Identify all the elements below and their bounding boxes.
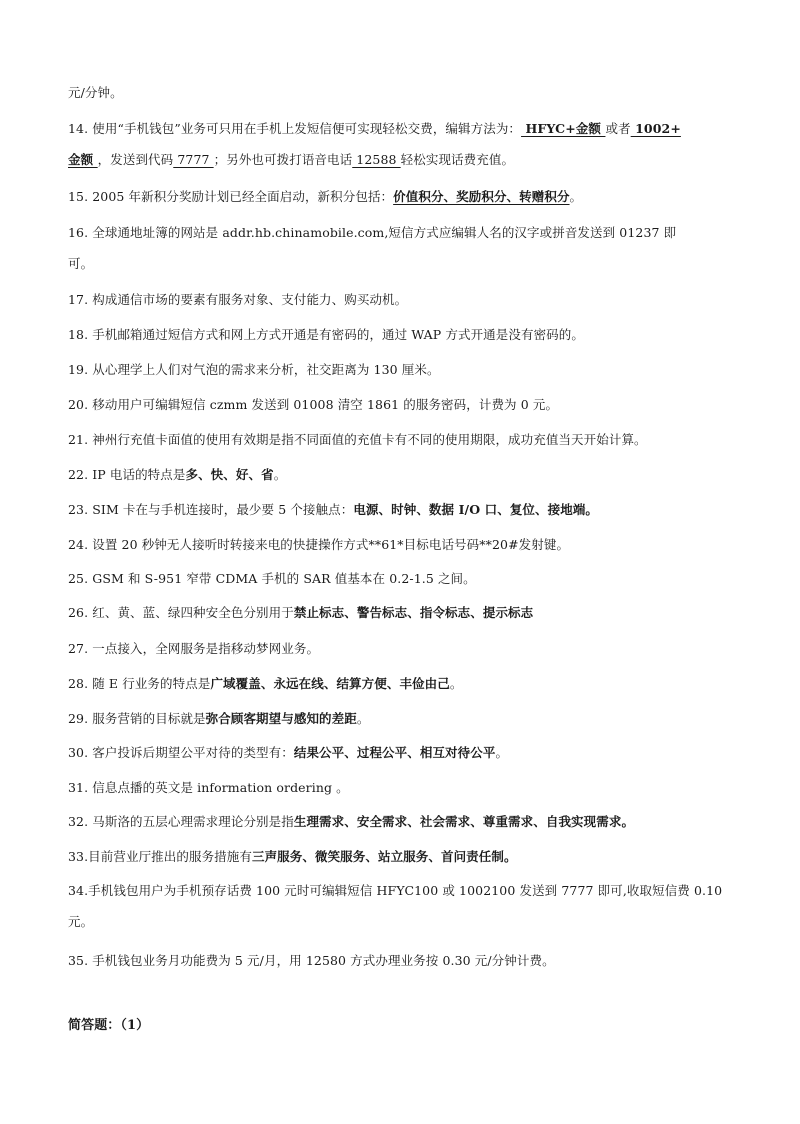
text-segment: 23. SIM 卡在与手机连接时，最少要 5 个接触点： bbox=[68, 502, 354, 517]
text-line-l34a bbox=[68, 882, 738, 900]
emphasis-text: 多、快、好、省 bbox=[185, 467, 274, 482]
text-segment: 或者 bbox=[605, 121, 631, 136]
text-segment: 元/分钟。 bbox=[68, 85, 123, 100]
text-line-l23 bbox=[68, 501, 738, 519]
text-segment: 21. 神州行充值卡面值的使用有效期是指不同面值的充值卡有不同的使用期限，成功充值当天开始计算。 bbox=[68, 432, 647, 447]
emphasis-text: 金额 bbox=[68, 152, 98, 167]
text-segment: 35. 手机钱包业务月功能费为 5 元/月，用 12580 方式办理业务按 0.30 元/分钟计费。 bbox=[68, 953, 555, 968]
text-segment: 17. 构成通信市场的要素有服务对象、支付能力、购买动机。 bbox=[68, 292, 408, 307]
text-line-l33 bbox=[68, 848, 738, 866]
text-segment: ，发送到代码 bbox=[97, 152, 174, 167]
emphasis-text: 12588 bbox=[352, 152, 401, 167]
text-segment: 34.手机钱包用户为手机预存话费 100 元时可编辑短信 HFYC100 或 1002100 发送到 7777 即可,收取短信费 0.10 bbox=[68, 883, 723, 898]
text-segment: 可。 bbox=[68, 256, 94, 271]
text-line-l32 bbox=[68, 813, 738, 831]
emphasis-text: 价值积分、奖励积分、转赠积分 bbox=[393, 189, 570, 204]
text-segment: 。 bbox=[569, 189, 583, 204]
text-segment: 。 bbox=[356, 711, 370, 726]
text-segment: 31. 信息点播的英文是 information ordering 。 bbox=[68, 780, 349, 795]
emphasis-text: 电源、时钟、数据 I/O 口、复位、接地端。 bbox=[353, 502, 599, 517]
emphasis-text: 禁止标志、警告标志、指令标志、提示标志 bbox=[293, 605, 534, 620]
text-segment: 28. 随 E 行业务的特点是 bbox=[68, 676, 211, 691]
text-segment: 14. 使用“手机钱包”业务可只用在手机上发短信便可实现轻松交费，编辑方法为： bbox=[68, 121, 522, 136]
text-line-l28 bbox=[68, 675, 738, 693]
text-segment: 20. 移动用户可编辑短信 czmm 发送到 01008 清空 1861 的服务密码，计费为 0 元。 bbox=[68, 397, 559, 412]
text-line-l21 bbox=[68, 431, 738, 449]
text-segment: 。 bbox=[495, 745, 509, 760]
text-segment: 16. 全球通地址簿的网站是 addr.hb.chinamobile.com,短信方式应编辑人名的汉字或拼音发送到 01237 即 bbox=[68, 225, 677, 240]
emphasis-text: HFYC+金额 bbox=[521, 121, 606, 136]
emphasis-text: 结果公平、过程公平、相互对待公平 bbox=[293, 745, 496, 760]
text-segment: 元。 bbox=[68, 914, 94, 929]
text-line-l30 bbox=[68, 744, 738, 762]
text-line-l14a bbox=[68, 120, 738, 138]
text-line-l14b bbox=[68, 151, 738, 169]
emphasis-text: 7777 bbox=[173, 152, 214, 167]
text-segment: 26. 红、黄、蓝、绿四种安全色分别用于 bbox=[68, 605, 294, 620]
text-line-l16a bbox=[68, 224, 738, 242]
section-heading: 简答题：（1） bbox=[68, 1018, 150, 1033]
text-line-l17 bbox=[68, 291, 738, 309]
text-segment: 27. 一点接入，全网服务是指移动梦网业务。 bbox=[68, 641, 320, 656]
text-line-l22 bbox=[68, 466, 738, 484]
text-segment: 15. 2005 年新积分奖励计划已经全面启动，新积分包括： bbox=[68, 189, 394, 204]
text-segment: 19. 从心理学上人们对气泡的需求来分析，社交距离为 130 厘米。 bbox=[68, 362, 440, 377]
text-segment: 18. 手机邮箱通过短信方式和网上方式开通是有密码的，通过 WAP 方式开通是没有密码的。 bbox=[68, 327, 584, 342]
text-line-l24 bbox=[68, 536, 738, 554]
text-segment: 29. 服务营销的目标就是 bbox=[68, 711, 206, 726]
text-segment: 轻松实现话费充值。 bbox=[400, 152, 515, 167]
text-segment: 33.目前营业厅推出的服务措施有 bbox=[68, 849, 252, 864]
text-line-l20 bbox=[68, 396, 738, 414]
text-line-l15 bbox=[68, 188, 738, 206]
text-segment: 。 bbox=[273, 467, 287, 482]
emphasis-text: 三声服务、微笑服务、站立服务、首问责任制。 bbox=[251, 849, 517, 864]
emphasis-text: 广域覆盖、永远在线、结算方便、丰俭由己 bbox=[210, 676, 450, 691]
text-line-l19 bbox=[68, 361, 738, 379]
text-line-l26 bbox=[68, 604, 738, 622]
text-segment: 22. IP 电话的特点是 bbox=[68, 467, 186, 482]
text-line-l35 bbox=[68, 952, 738, 970]
text-segment: 32. 马斯洛的五层心理需求理论分别是指 bbox=[68, 814, 294, 829]
text-line-l29 bbox=[68, 710, 738, 728]
text-segment: 。 bbox=[449, 676, 463, 691]
text-line-l16b bbox=[68, 255, 738, 273]
text-segment: ；另外也可拨打语音电话 bbox=[213, 152, 353, 167]
text-line-l0 bbox=[68, 84, 738, 102]
text-segment: 25. GSM 和 S-951 窄带 CDMA 手机的 SAR 值基本在 0.2-1.5 之间。 bbox=[68, 571, 476, 586]
text-line-l18 bbox=[68, 326, 738, 344]
text-line-l25 bbox=[68, 570, 738, 588]
text-line-l27 bbox=[68, 640, 738, 658]
text-line-l31 bbox=[68, 779, 738, 797]
text-line-l34b bbox=[68, 913, 738, 931]
text-segment: 24. 设置 20 秒钟无人接听时转接来电的快捷操作方式**61*目标电话号码**20#发射键。 bbox=[68, 537, 570, 552]
text-segment: 30. 客户投诉后期望公平对待的类型有： bbox=[68, 745, 294, 760]
emphasis-text: 1002+ bbox=[630, 121, 681, 136]
emphasis-text: 弥合顾客期望与感知的差距 bbox=[205, 711, 357, 726]
emphasis-text: 生理需求、安全需求、社会需求、尊重需求、自我实现需求。 bbox=[293, 814, 635, 829]
